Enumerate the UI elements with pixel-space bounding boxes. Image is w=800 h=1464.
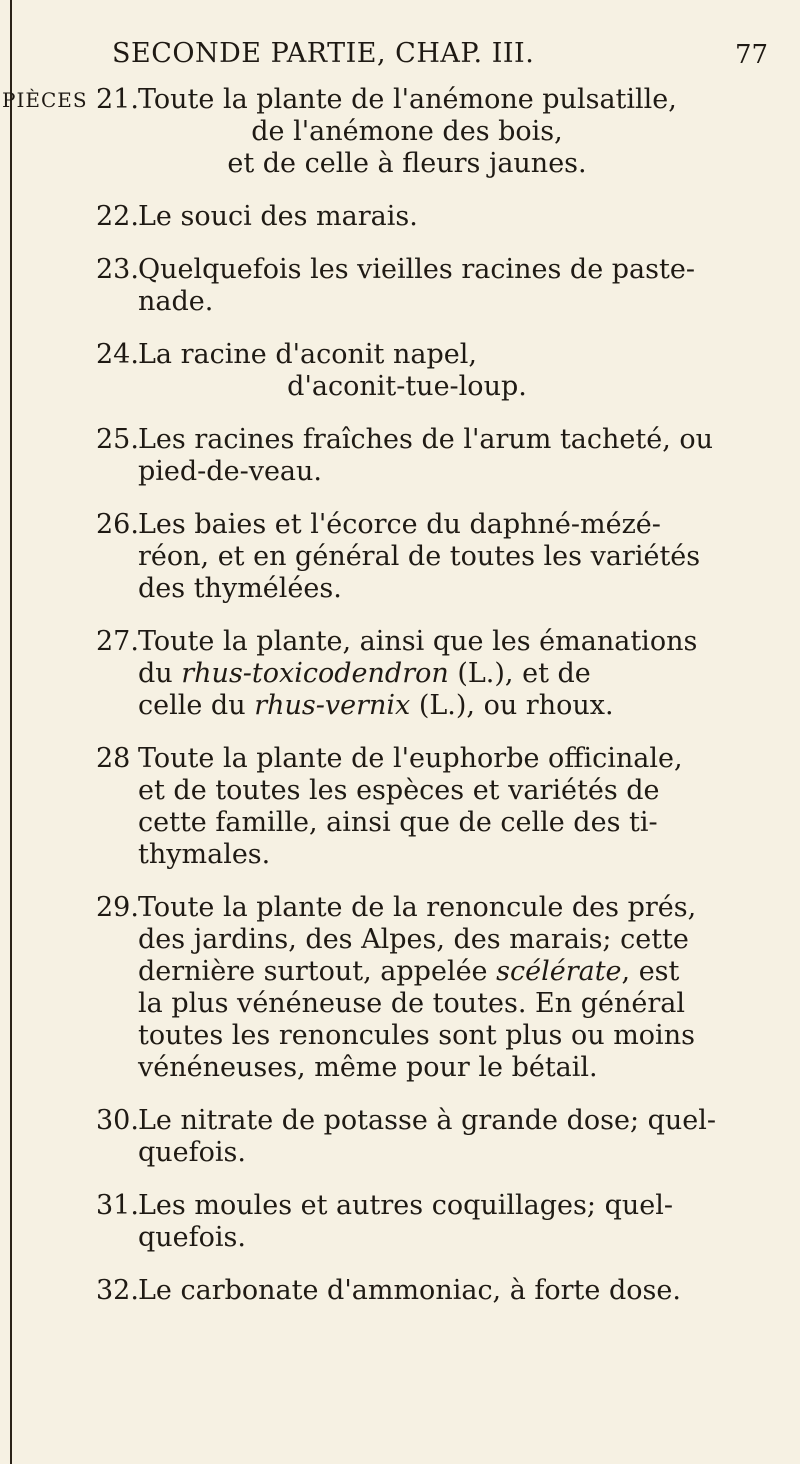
- entry-number: 32.: [96, 1275, 139, 1306]
- entry-line: Toute la plante de l'anémone pulsatille,: [138, 84, 677, 115]
- species-name: rhus-vernix: [254, 690, 411, 721]
- entry-28: [96, 743, 736, 871]
- entry-number: 25.: [96, 424, 139, 455]
- entry-30: [96, 1105, 736, 1169]
- entry-number: 24.: [96, 339, 139, 370]
- entry-text: , est: [621, 956, 680, 987]
- entry-line: [138, 690, 736, 722]
- entry-line: cette famille, ainsi que de celle des ti-: [138, 807, 658, 838]
- entry-line: la plus vénéneuse de toutes. En général: [138, 988, 685, 1019]
- entry-line: [138, 658, 736, 690]
- entry-text: (L.), ou rhoux.: [410, 690, 614, 721]
- entry-line: Les baies et l'écorce du daphné-mézé-: [138, 509, 661, 540]
- entry-number: 30.: [96, 1105, 139, 1136]
- entry-line: réon, et en général de toutes les variétés: [138, 541, 701, 572]
- entry-number: 21.: [96, 84, 139, 115]
- entry-line: thymales.: [138, 839, 271, 870]
- entry-number: 28: [96, 743, 131, 774]
- entry-line: Quelquefois les vieilles racines de paste-: [138, 254, 695, 285]
- entry-line: quefois.: [138, 1137, 246, 1168]
- running-title: SECONDE PARTIE, CHAP. III.: [112, 38, 535, 69]
- entry-number: 29.: [96, 892, 139, 923]
- entry-line: Les moules et autres coquillages; quel-: [138, 1190, 673, 1221]
- entry-line: nade.: [138, 286, 214, 317]
- entry-line: des thymélées.: [138, 573, 342, 604]
- entry-line: et de toutes les espèces et variétés de: [138, 775, 660, 806]
- entry-line: pied-de-veau.: [138, 456, 322, 487]
- entry-29: [96, 892, 736, 1084]
- entry-line: [138, 956, 736, 988]
- species-name: rhus-toxicodendron: [181, 658, 449, 689]
- entry-line: toutes les renoncules sont plus ou moins: [138, 1020, 695, 1051]
- entry-number: 27.: [96, 626, 139, 657]
- emphasized-term: scélérate: [496, 956, 622, 987]
- entry-31: [96, 1190, 736, 1254]
- entry-line: La racine d'aconit napel,: [138, 339, 477, 370]
- entry-line: Toute la plante de la renoncule des prés,: [138, 892, 697, 923]
- entry-line: Le souci des marais.: [138, 201, 418, 232]
- entry-24: [96, 339, 736, 403]
- entry-list: [96, 84, 736, 1328]
- entry-number: 23.: [96, 254, 139, 285]
- entry-22: [96, 201, 736, 233]
- entry-number: 31.: [96, 1190, 139, 1221]
- entry-27: [96, 626, 736, 722]
- entry-line: Le carbonate d'ammoniac, à forte dose.: [138, 1275, 681, 1306]
- page-edge: [10, 0, 12, 1464]
- entry-line: quefois.: [138, 1222, 246, 1253]
- entry-line: Toute la plante, ainsi que les émanations: [138, 626, 698, 657]
- entry-number: 26.: [96, 509, 139, 540]
- entry-text: dernière surtout, appelée: [138, 956, 497, 987]
- entry-line: Toute la plante de l'euphorbe officinale,: [138, 743, 683, 774]
- entry-text: du: [138, 658, 182, 689]
- entry-line: d'aconit-tue-loup.: [287, 371, 527, 402]
- entry-line: Le nitrate de potasse à grande dose; quel-: [138, 1105, 717, 1136]
- entry-23: [96, 254, 736, 318]
- entry-21: [96, 84, 736, 180]
- entry-line: Les racines fraîches de l'arum tacheté, ou: [138, 424, 714, 455]
- entry-32: [96, 1275, 736, 1307]
- page-number: 77: [735, 40, 769, 70]
- entry-26: [96, 509, 736, 605]
- entry-text: celle du: [138, 690, 255, 721]
- entry-number: 22.: [96, 201, 139, 232]
- entry-line: de l'anémone des bois,: [251, 116, 563, 147]
- entry-25: [96, 424, 736, 488]
- entry-line: vénéneuses, même pour le bétail.: [138, 1052, 598, 1083]
- entry-text: (L.), et de: [448, 658, 591, 689]
- entry-line: des jardins, des Alpes, des marais; cette: [138, 924, 689, 955]
- margin-word: PIÈCES: [2, 88, 88, 112]
- entry-line: et de celle à fleurs jaunes.: [227, 148, 587, 179]
